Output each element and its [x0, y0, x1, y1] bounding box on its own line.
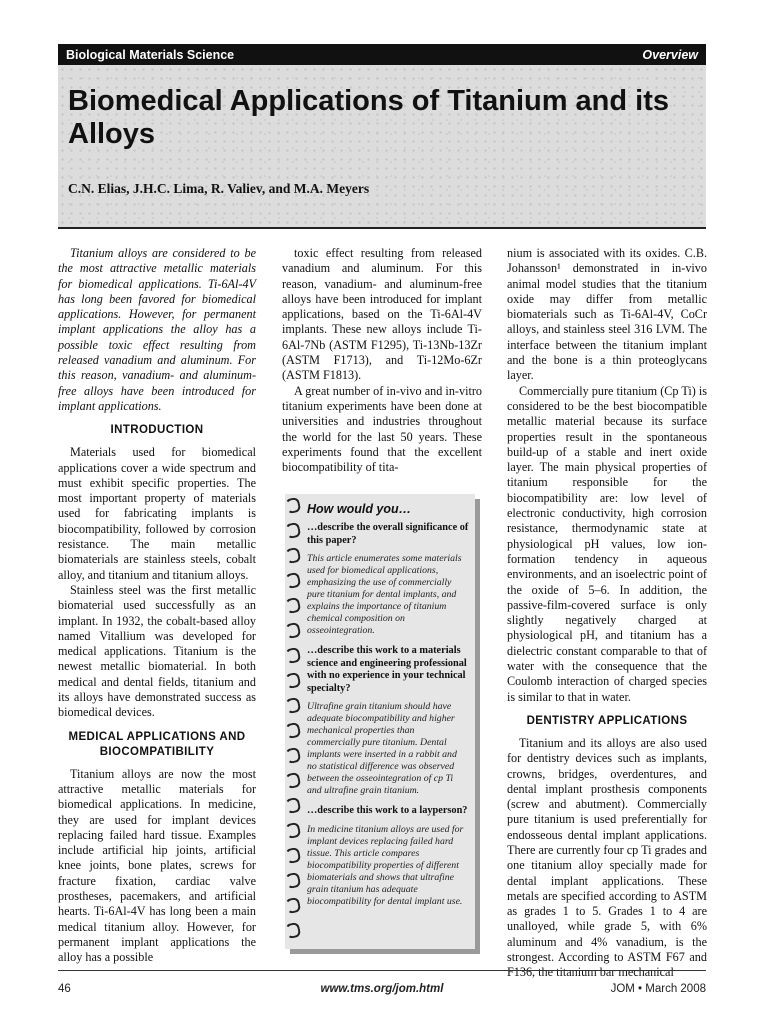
sidebar-answer: In medicine titanium alloys are used for implant devices replacing failed hard tissue. This article compares biocompatibility properties of different biomaterials and shows that ultrafine grain titanium has adequate biocompatibility for dental implant use.	[307, 823, 464, 907]
abstract: Titanium alloys are considered to be the most attractive metallic materials for biomedical applications. Ti-6Al-4V has long been favored for biomedical applications. However, for permanent implant applications the alloy has a possible toxic effect resulting from released vanadium and aluminum. For this reason, vanadium- and aluminum-free alloys have been introduced for implant applications.	[58, 246, 256, 413]
section-label: Biological Materials Science	[66, 47, 235, 62]
paragraph: toxic effect resulting from released vanadium and aluminum. For this reason, vanadium- and aluminum-free alloys have been introduced for implant applications, based on the Ti-6Al-4V implants. These new alloys include Ti-6Al-7Nb (ASTM F1295), Ti-13Nb-13Zr (ASTM F1713), and Ti-12Mo-6Zr (ASTM F1813).	[282, 246, 482, 383]
sidebar-question: …describe the overall significance of this paper?	[307, 522, 469, 546]
column-1	[58, 246, 256, 965]
article-authors: C.N. Elias, J.H.C. Lima, R. Valiev, and M.A. Meyers	[68, 181, 370, 196]
heading-dentistry-applications: DENTISTRY APPLICATIONS	[526, 714, 688, 727]
how-would-you-sidebar	[285, 494, 475, 949]
paragraph: Stainless steel was the first metallic biomaterial used successfully as an implant. In 1932, the cobalt-based alloy named Vitallium was developed for medical applications. Titanium is the newest metallic biomaterial. In both medical and dental fields, titanium and its alloys have demonstrated success as biomedical devices.	[58, 582, 256, 720]
journal-url[interactable]: www.tms.org/jom.html	[320, 983, 444, 995]
paragraph: Titanium alloys are now the most attractive metallic materials for biomedical applications. In medicine, they are used for implant devices replacing failed hard tissue. Examples include artificial hip joints, artificial knee joints, bone plates, screws for fracture fixation, cardiac valve prostheses, pacemakers, and artificial hearts. Ti-6Al-4V has long been a main medical titanium alloy. However, for permanent implant applications the alloy has a possible	[58, 766, 256, 965]
sidebar-question: …describe this work to a layperson?	[307, 805, 468, 816]
paragraph: nium is associated with its oxides. C.B. Johansson¹ demonstrated in in-vivo animal model studies that the titanium oxide may differ from metallic biomaterials such as Ti-6Al-4V, CoCr alloys, and stainless steel 316 LVM. The interface between the titanium implant and the bone is a thin proteoglycans layer.	[507, 246, 707, 383]
heading-medical-applications: MEDICAL APPLICATIONS AND BIOCOMPATIBILITY	[68, 730, 246, 758]
journal-issue: JOM • March 2008	[610, 983, 706, 995]
sidebar-title: How would you…	[307, 502, 412, 516]
heading-introduction: INTRODUCTION	[110, 424, 204, 437]
paragraph: Titanium and its alloys are also used for dentistry devices such as implants, crowns, bridges, overdentures, and dental implant prosthesis components (screw and abutment). Commercially pure titanium is used preferentially for endosseous dental implant applications. There are currently four cp Ti grades and one titanium alloy specially made for dental implant applications. These metals are specified according to ASTM as grades 1 to 5. Grades 1 to 4 are unalloyed, while grade 5, with 6% aluminum and 4% vanadium, is the strongest. According to ASTM F67 and F136, the titanium bar mechanical	[507, 735, 708, 980]
sidebar-answer: This article enumerates some materials used for biomedical applications, emphasizing the use of commercially pure titanium for dental implants, and explains the importance of titanium chemical composition on osseointegration.	[307, 553, 462, 636]
overview-label: Overview	[642, 47, 698, 62]
footer-rule	[58, 970, 706, 971]
paragraph: A great number of in-vivo and in-vitro titanium experiments have been done at universities and industries throughout the world for the last 50 years. These experiments found that the excellent biocompatibility of tita-	[282, 383, 482, 475]
page-number: 46	[58, 983, 71, 995]
column-2	[282, 246, 482, 475]
paragraph: Commercially pure titanium (Cp Ti) is considered to be the best biocompatible metallic material because its surface properties result in the spontaneous build-up of a stable and inert oxide layer. The main physical properties of titanium responsible for the biocompatibility are: low level of electronic conductivity, high corrosion resistance, thermodynamic state at physiological pH values, low ion-formation tendency in aqueous environments, and an isoelectric point of the oxide of 5–6. In addition, the passive-film-covered surface is only slightly negatively charged at physiological pH, and titanium has a dielectric constant comparable to that of water with the consequence that the Coulomb interaction of charged species is similar to that in water.	[507, 383, 707, 704]
spiral-binding-icon	[285, 498, 303, 948]
sidebar-answer: Ultrafine grain titanium should have adequate biocompatibility and higher mechanical properties than commercially pure titanium. Dental implants were inserted in a rabbit and no statistical difference was observed between the osseointegration of cp Ti and ultrafine grain titanium.	[307, 701, 457, 796]
column-3	[507, 246, 707, 981]
title-block	[58, 65, 706, 229]
article-title: Biomedical Applications of Titanium and its Alloys	[68, 85, 670, 150]
sidebar-question: …describe this work to a materials science and engineering professional with no experience in your technical specialty?	[307, 645, 467, 694]
section-header-bar	[58, 44, 706, 65]
page-footer	[58, 983, 706, 999]
paragraph: Materials used for biomedical applications cover a wide spectrum and must exhibit specific properties. The most important property of materials used for fabricating implants is biocompatibility, followed by corrosion resistance. The main metallic biomaterials are stainless steels, cobalt alloy, and titanium and titanium alloys.	[58, 445, 256, 582]
